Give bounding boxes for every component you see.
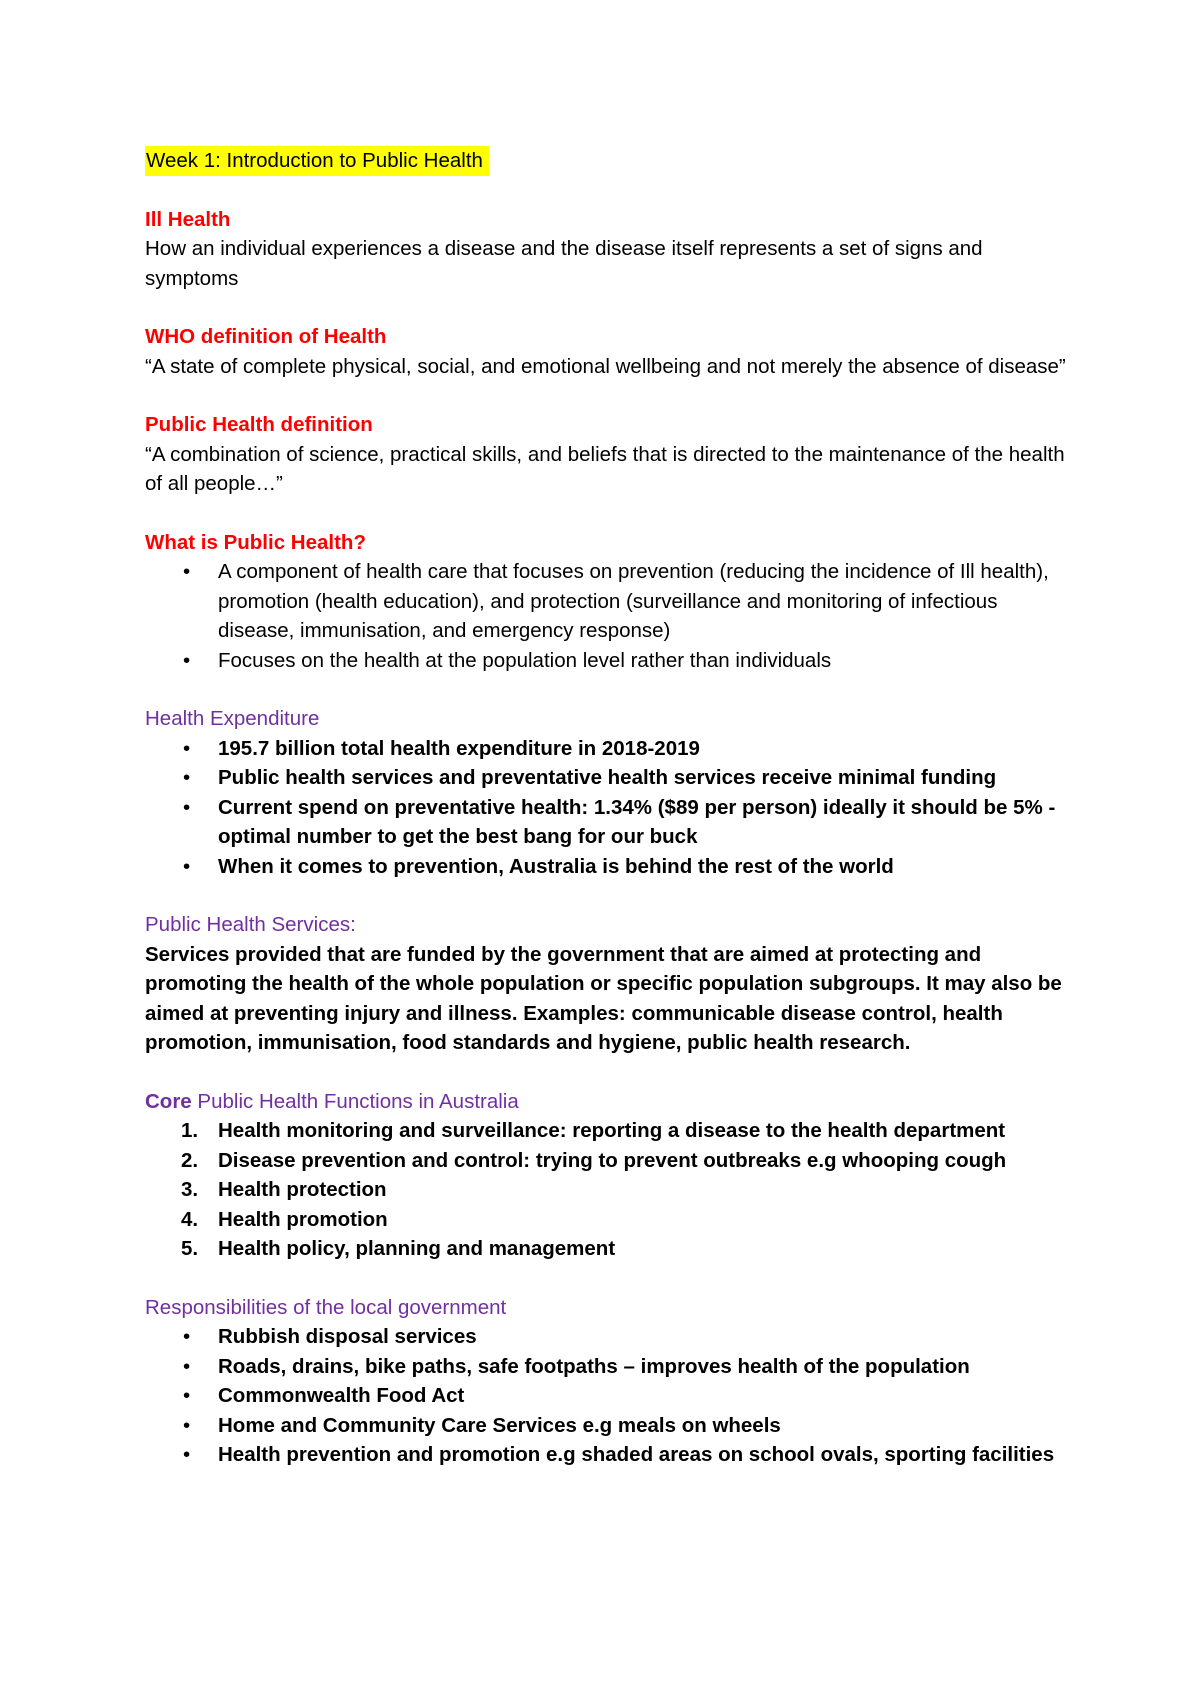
list-item-text: Health protection bbox=[218, 1178, 387, 1201]
section-who-definition bbox=[145, 322, 1075, 381]
core-functions-heading bbox=[145, 1087, 1075, 1117]
list-number: 4. bbox=[181, 1207, 199, 1231]
section-services bbox=[145, 910, 1075, 1058]
expenditure-list bbox=[145, 734, 1075, 882]
ill-health-heading: Ill Health bbox=[145, 207, 231, 231]
list-item-text: Health promotion bbox=[218, 1207, 388, 1231]
list-number: 2. bbox=[181, 1148, 199, 1172]
services-body: Services provided that are funded by the government that are aimed at protecting and promoting the health of the whole population or specific population subgroups. It may also be aimed at preventing injury and illness. Examples: communicable disease control, health promotion, immunisation, food standards and hygiene, public health research. bbox=[145, 942, 1062, 1054]
list-item: • When it comes to prevention, Australia is behind the rest of the world bbox=[145, 852, 1075, 882]
services-heading: Public Health Services: bbox=[145, 913, 356, 936]
local-gov-heading: Responsibilities of the local government bbox=[145, 1295, 507, 1319]
list-item: • Rubbish disposal services bbox=[145, 1322, 1075, 1352]
list-item: • Health prevention and promotion e.g shaded areas on school ovals, sporting facilities bbox=[145, 1440, 1075, 1470]
ph-definition-body: “A combination of science, practical skills, and beliefs that is directed to the maintenance of the health of all people…” bbox=[145, 442, 1065, 495]
list-number: 1. bbox=[181, 1119, 199, 1142]
list-item: • A component of health care that focuses on prevention (reducing the incidence of Ill health), promotion (health education), and protection (surveillance and monitoring of infectious disease, immunisation, and emergency response) bbox=[145, 557, 1075, 646]
list-number: 3. bbox=[181, 1178, 199, 1201]
title-line bbox=[145, 146, 1075, 205]
list-item-text: Health monitoring and surveillance: reporting a disease to the health department bbox=[218, 1119, 1006, 1142]
list-item bbox=[145, 1205, 1075, 1235]
ill-health-body: How an individual experiences a disease and the disease itself represents a set of signs and symptoms bbox=[145, 237, 983, 290]
list-item: • Focuses on the health at the population level rather than individuals bbox=[145, 646, 1075, 676]
list-item: • 195.7 billion total health expenditure in 2018-2019 bbox=[145, 734, 1075, 764]
section-ill-health bbox=[145, 205, 1075, 294]
section-expenditure bbox=[145, 704, 1075, 881]
local-gov-list bbox=[145, 1322, 1075, 1470]
list-item-text: Health policy, planning and management bbox=[218, 1237, 616, 1260]
expenditure-heading: Health Expenditure bbox=[145, 707, 320, 730]
who-definition-heading: WHO definition of Health bbox=[145, 325, 387, 348]
list-item: • Current spend on preventative health: 1.34% ($89 per person) ideally it should be 5% - optimal number to get the best bang for our buck bbox=[145, 793, 1075, 852]
core-functions-heading-strong: Core bbox=[145, 1089, 192, 1113]
who-definition-body: “A state of complete physical, social, and emotional wellbeing and not merely the absence of disease” bbox=[145, 354, 1066, 378]
what-is-ph-heading: What is Public Health? bbox=[145, 530, 366, 554]
section-core-functions bbox=[145, 1087, 1075, 1264]
section-ph-definition bbox=[145, 410, 1075, 499]
core-functions-list bbox=[145, 1116, 1075, 1264]
list-item bbox=[145, 1175, 1075, 1205]
list-number: 5. bbox=[181, 1237, 199, 1260]
core-functions-heading-rest: Public Health Functions in Australia bbox=[191, 1089, 519, 1113]
list-item bbox=[145, 1146, 1075, 1176]
list-item-text: Disease prevention and control: trying to prevent outbreaks e.g whooping cough bbox=[218, 1148, 1007, 1172]
document-page bbox=[145, 146, 1075, 1499]
page-title: Week 1: Introduction to Public Health bbox=[145, 146, 489, 176]
what-is-ph-list bbox=[145, 557, 1075, 675]
list-item: • Roads, drains, bike paths, safe footpaths – improves health of the population bbox=[145, 1352, 1075, 1382]
ph-definition-heading: Public Health definition bbox=[145, 413, 373, 436]
section-local-gov bbox=[145, 1293, 1075, 1470]
section-what-is-ph bbox=[145, 528, 1075, 676]
list-item: • Public health services and preventative health services receive minimal funding bbox=[145, 763, 1075, 793]
list-item bbox=[145, 1116, 1075, 1146]
list-item: • Home and Community Care Services e.g meals on wheels bbox=[145, 1411, 1075, 1441]
list-item bbox=[145, 1234, 1075, 1264]
list-item: • Commonwealth Food Act bbox=[145, 1381, 1075, 1411]
